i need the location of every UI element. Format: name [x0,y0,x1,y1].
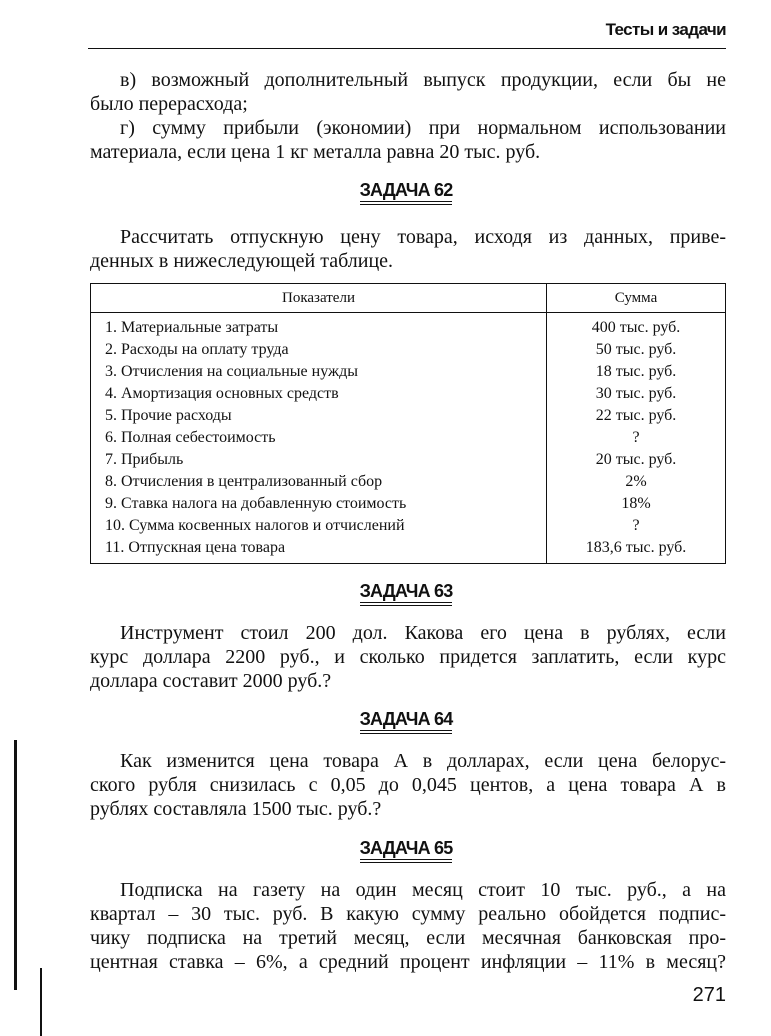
text-line: материала, если цена 1 кг металла равна 20 тыс. руб. [90,141,541,163]
text-line: Инструмент стоил 200 дол. Какова его цена в рублях, если [120,622,726,644]
amount-cell: 22 тыс. руб. [547,405,726,427]
text-line: было перерасхода; [90,93,248,115]
text-line: в) возможный дополнительный выпуск продукции, если бы не [120,69,726,91]
table-row [91,471,726,493]
indicator-cell: 8. Отчисления в централизованный сбор [91,471,547,493]
running-header: Тесты и задачи [605,20,726,39]
text-line: г) сумму прибыли (экономии) при нормальном использовании [120,117,726,139]
amount-cell: 400 тыс. руб. [547,313,726,340]
text-line: доллара составит 2000 руб.? [90,670,332,692]
table-row [91,449,726,471]
table-row [91,339,726,361]
amount-cell: 18 тыс. руб. [547,361,726,383]
page-number: 271 [692,984,726,1006]
amount-cell: ? [547,515,726,537]
indicator-cell: 1. Материальные затраты [91,313,547,340]
indicator-cell: 5. Прочие расходы [91,405,547,427]
table-row [91,313,726,340]
table-row [91,427,726,449]
table-row [91,405,726,427]
scan-artifact [40,968,42,1036]
text-line: Подписка на газету на один месяц стоит 10 тыс. руб., а на [120,879,726,901]
table-row [91,361,726,383]
indicator-cell: 10. Сумма косвенных налогов и отчислений [91,515,547,537]
table-row [91,383,726,405]
indicator-cell: 7. Прибыль [91,449,547,471]
task-64-heading: ЗАДАЧА 64 [0,709,771,734]
data-table [90,283,726,564]
table-row [91,537,726,564]
text-line: центная ставка – 6%, а средний процент инфляции – 11% в месяц? [90,951,726,973]
scan-artifact [14,740,17,990]
text-line: квартал – 30 тыс. руб. В какую сумму реально обойдется подпис- [90,903,726,925]
amount-cell: 18% [547,493,726,515]
text-line: денных в нижеследующей таблице. [90,250,394,272]
indicator-cell: 4. Амортизация основных средств [91,383,547,405]
amount-cell: 183,6 тыс. руб. [547,537,726,564]
amount-cell: 30 тыс. руб. [547,383,726,405]
table-row [91,515,726,537]
amount-cell: 2% [547,471,726,493]
indicator-cell: 9. Ставка налога на добавленную стоимость [91,493,547,515]
column-header: Сумма [547,284,726,313]
text-line: курс доллара 2200 руб., и сколько придется заплатить, если курс [90,646,726,668]
indicator-cell: 2. Расходы на оплату труда [91,339,547,361]
text-line: чику подписка на третий месяц, если месячная банковская про- [90,927,726,949]
indicator-cell: 3. Отчисления на социальные нужды [91,361,547,383]
amount-cell: 50 тыс. руб. [547,339,726,361]
text-line: рублях составляла 1500 тыс. руб.? [90,798,382,820]
text-line: Как изменится цена товара А в долларах, если цена белорус- [120,750,726,772]
table-row [91,493,726,515]
task-65-heading: ЗАДАЧА 65 [0,838,771,863]
task-62-heading: ЗАДАЧА 62 [0,180,771,205]
amount-cell: ? [547,427,726,449]
text-line: ского рубля снизилась с 0,05 до 0,045 центов, а цена товара А в [90,774,726,796]
task-63-heading: ЗАДАЧА 63 [0,581,771,606]
amount-cell: 20 тыс. руб. [547,449,726,471]
column-header: Показатели [91,284,547,313]
text-line: Рассчитать отпускную цену товара, исходя из данных, приве- [120,226,726,248]
indicator-cell: 6. Полная себестоимость [91,427,547,449]
indicator-cell: 11. Отпускная цена товара [91,537,547,564]
header-rule [88,48,726,49]
